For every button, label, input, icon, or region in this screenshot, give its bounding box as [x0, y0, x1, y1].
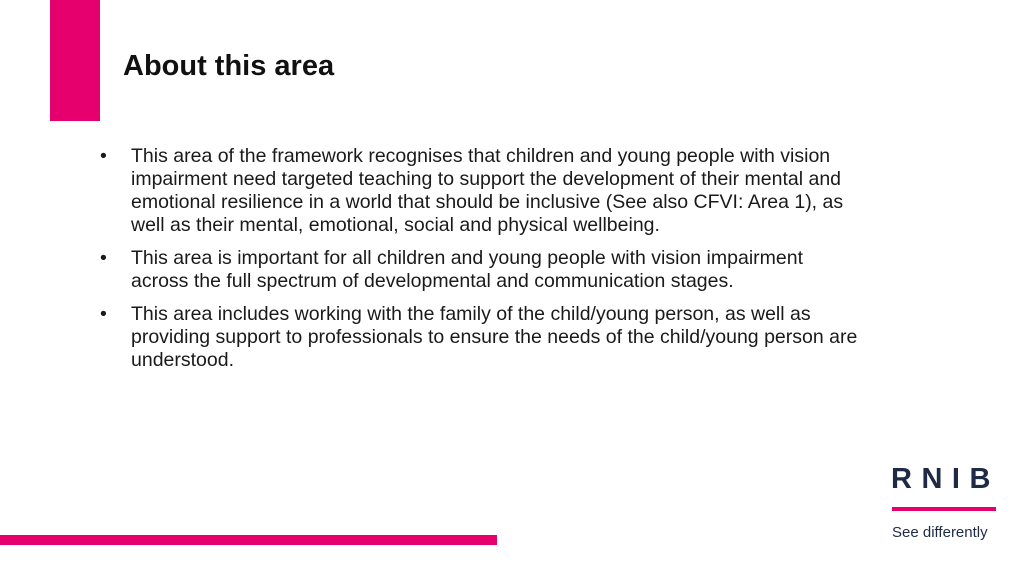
bullet-text: This area includes working with the family of the child/young person, as well as providing support to professionals to ensure the needs of the child/young person are understood.	[131, 303, 858, 371]
bullet-item	[100, 303, 860, 372]
bullet-item	[100, 145, 860, 237]
bullet-list	[100, 145, 860, 382]
logo-tagline: See differently	[892, 524, 988, 541]
slide-title: About this area	[123, 50, 335, 82]
logo-divider	[892, 507, 996, 511]
bullet-dot-icon: •	[100, 145, 107, 167]
bullet-dot-icon: •	[100, 303, 107, 325]
bullet-text: This area is important for all children and young people with vision impairment across the full spectrum of developmental and communication stages.	[131, 247, 803, 292]
bullet-dot-icon: •	[100, 247, 107, 269]
bullet-text: This area of the framework recognises that children and young people with vision impairment need targeted teaching to support the development of their mental and emotional resilience in a world that should be inclusive (See also CFVI: Area 1), as well as their mental, emotional, social and physical wellbeing.	[131, 145, 844, 236]
footer-accent-bar	[0, 535, 497, 545]
logo-wordmark: RNIB	[891, 463, 1000, 495]
title-accent-bar	[50, 0, 100, 121]
rnib-logo	[890, 462, 998, 546]
bullet-item	[100, 247, 860, 293]
